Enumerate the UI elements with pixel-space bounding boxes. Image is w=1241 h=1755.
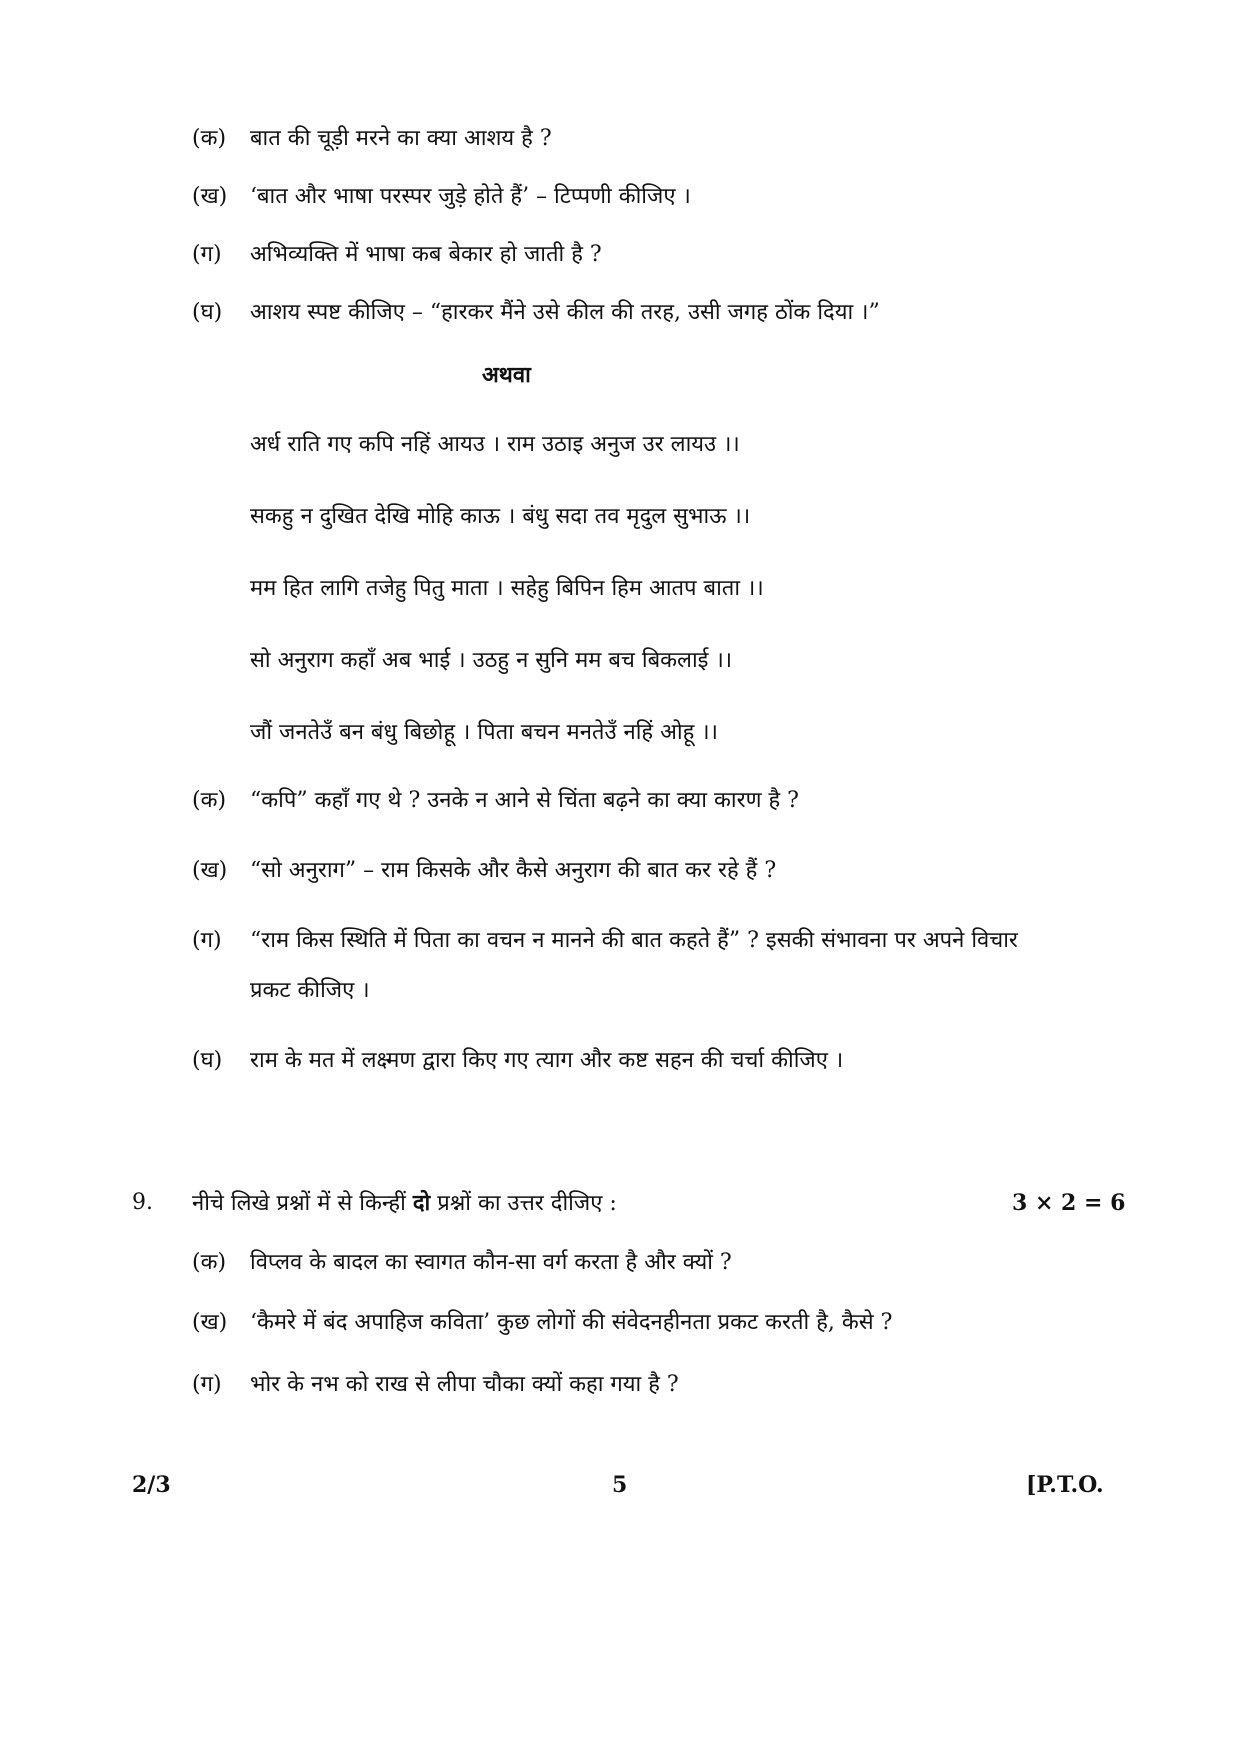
instruction-emphasis: दो [412, 1190, 431, 1216]
question-instruction [192, 1188, 617, 1219]
poem-line: जौं जनतेउँ बन बंधु बिछोहू । पिता बचन मनतेउँ नहिं ओहू ।। [250, 720, 718, 745]
question-text-continued: प्रकट कीजिए । [250, 978, 370, 1003]
poem-line: अर्ध राति गए कपि नहिं आयउ । राम उठाइ अनुज उर लायउ ।। [250, 432, 740, 457]
question-label: (क) [192, 126, 227, 151]
question-text: भोर के नभ को राख से लीपा चौका क्यों कहा गया है ? [250, 1372, 679, 1397]
marks: 3 × 2 = 6 [1012, 1190, 1126, 1216]
question-label: (घ) [192, 300, 223, 325]
question-number: 9. [132, 1190, 153, 1215]
instruction-after: प्रश्नों का उत्तर दीजिए : [437, 1191, 617, 1216]
question-text: आशय स्पष्ट कीजिए – “हारकर मैंने उसे कील की तरह, उसी जगह ठोंक दिया ।” [250, 300, 880, 325]
question-text: ‘बात और भाषा परस्पर जुड़े होते हैं’ – टिप्पणी कीजिए । [250, 184, 691, 209]
question-text: “राम किस स्थिति में पिता का वचन न मानने की बात कहते हैं” ? इसकी संभावना पर अपने विचार [250, 928, 1018, 953]
question-label: (ख) [192, 184, 228, 209]
paper-code: 2/3 [132, 1472, 171, 1498]
question-text: बात की चूड़ी मरने का क्या आशय है ? [250, 126, 552, 151]
question-label: (ग) [192, 242, 222, 267]
question-text: “कपि” कहाँ गए थे ? उनके न आने से चिंता बढ़ने का क्या कारण है ? [250, 788, 799, 813]
poem-line: सकहु न दुखित देखि मोहि काऊ । बंधु सदा तव मृदुल सुभाऊ ।। [250, 504, 751, 529]
question-label: (क) [192, 788, 227, 813]
question-label: (ग) [192, 1372, 222, 1397]
question-text: अभिव्यक्ति में भाषा कब बेकार हो जाती है ? [250, 242, 602, 267]
question-text: विप्लव के बादल का स्वागत कौन-सा वर्ग करता है और क्यों ? [250, 1250, 732, 1275]
question-label: (ख) [192, 858, 228, 883]
page-number: 5 [612, 1472, 628, 1498]
question-text: “सो अनुराग” – राम किसके और कैसे अनुराग की बात कर रहे हैं ? [250, 858, 777, 883]
question-label: (ख) [192, 1310, 228, 1335]
poem-line: सो अनुराग कहाँ अब भाई । उठहु न सुनि मम बच बिकलाई ।। [250, 648, 733, 673]
question-text: राम के मत में लक्ष्मण द्वारा किए गए त्याग और कष्ट सहन की चर्चा कीजिए । [250, 1048, 844, 1073]
instruction-before: नीचे लिखे प्रश्नों में से किन्हीं [192, 1191, 406, 1216]
pto-note: [P.T.O. [1026, 1472, 1104, 1498]
question-text: ‘कैमरे में बंद अपाहिज कविता’ कुछ लोगों की संवेदनहीनता प्रकट करती है, कैसे ? [250, 1310, 893, 1335]
or-heading: अथवा [482, 362, 531, 388]
question-label: (क) [192, 1250, 227, 1275]
poem-line: मम हित लागि तजेहु पितु माता । सहेहु बिपिन हिम आतप बाता ।। [250, 576, 764, 601]
question-label: (ग) [192, 928, 222, 953]
question-label: (घ) [192, 1048, 223, 1073]
